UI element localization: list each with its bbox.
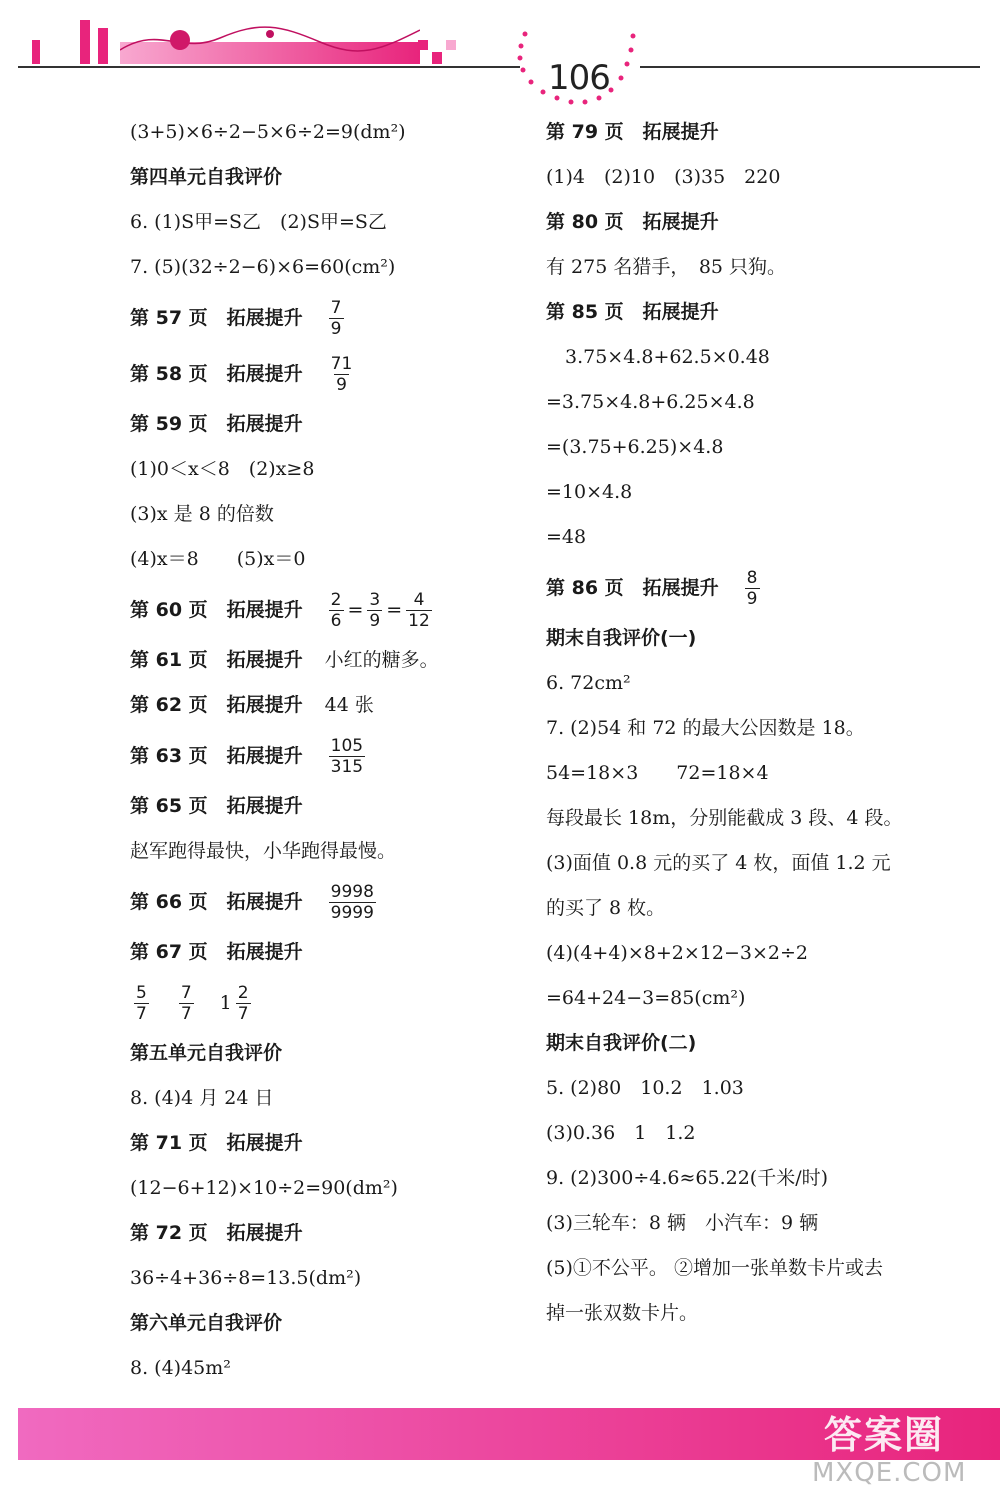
section-heading: 第四单元自我评价 — [130, 166, 283, 188]
left-column — [130, 110, 510, 1391]
answer-line: 8. (4)45m² — [130, 1357, 231, 1379]
answer-line: 有 275 名猎手， 85 只狗。 — [546, 256, 787, 278]
fraction-numerator: 8 — [746, 567, 758, 588]
header-rule-right — [640, 66, 980, 68]
fraction — [179, 983, 194, 1024]
answer-line: 每段最长 18m，分别能截成 3 段、4 段。 — [546, 807, 903, 829]
answer-line: 6. 72cm² — [546, 672, 631, 694]
answer-line: 赵军跑得最快，小华跑得最慢。 — [130, 840, 397, 862]
fraction — [329, 354, 355, 395]
heading-with-answer — [130, 683, 510, 728]
watermark-logo: 答案圈 — [824, 1413, 945, 1457]
fraction-denominator: 315 — [330, 756, 364, 777]
section-heading: 第 79 页 拓展提升 — [546, 121, 719, 143]
fraction-numerator: 105 — [330, 735, 364, 756]
fraction — [329, 736, 365, 777]
right-column — [546, 110, 966, 1336]
watermark-url: MXQE.COM — [812, 1458, 967, 1488]
answer-text: 44 张 — [324, 694, 374, 716]
section-heading: 第 57 页 拓展提升 — [130, 306, 303, 329]
fraction-numerator: 9998 — [330, 881, 374, 902]
fraction-denominator: 7 — [180, 1003, 192, 1024]
section-heading: 第 62 页 拓展提升 — [130, 694, 303, 716]
fraction — [329, 590, 344, 631]
answer-line: =48 — [546, 526, 587, 548]
answer-line: =10×4.8 — [546, 481, 633, 503]
equals-sign: = — [347, 598, 364, 621]
answer-line: 7. (2)54 和 72 的最大公因数是 18。 — [546, 717, 865, 739]
section-heading: 第 67 页 拓展提升 — [130, 941, 303, 963]
fraction-denominator: 7 — [237, 1003, 249, 1024]
fraction-denominator: 7 — [136, 1003, 147, 1024]
answer-line: (1)4 (2)10 (3)35 220 — [546, 166, 781, 188]
answer-line: 8. (4)4 月 24 日 — [130, 1087, 274, 1109]
answer-line: (12−6+12)×10÷2=90(dm²) — [130, 1177, 398, 1199]
fraction-denominator: 9 — [369, 610, 381, 631]
answer-line: (3)0.36 1 1.2 — [546, 1122, 696, 1144]
answer-line: (3)面值 0.8 元的买了 4 枚，面值 1.2 元 — [546, 852, 891, 874]
section-heading: 第 61 页 拓展提升 — [130, 649, 303, 671]
heading-with-fraction — [130, 874, 510, 930]
answer-line: (1)0＜x＜8 (2)x≥8 — [130, 458, 315, 480]
answer-line: 的买了 8 枚。 — [546, 897, 666, 919]
page-number: 106 — [548, 58, 610, 98]
section-heading: 第 60 页 拓展提升 — [130, 598, 303, 621]
answer-line: =3.75×4.8+6.25×4.8 — [546, 391, 755, 413]
whole-number: 1 — [219, 991, 232, 1014]
answer-line: 3.75×4.8+62.5×0.48 — [546, 346, 770, 368]
vine-decoration-icon — [120, 20, 420, 60]
section-heading: 第 65 页 拓展提升 — [130, 795, 303, 817]
section-heading: 第 59 页 拓展提升 — [130, 413, 303, 435]
header-bar-1 — [32, 40, 40, 64]
section-heading: 第 85 页 拓展提升 — [546, 301, 719, 323]
fraction — [406, 590, 432, 631]
fraction-numerator: 7 — [330, 297, 342, 318]
section-heading: 第 71 页 拓展提升 — [130, 1132, 303, 1154]
fraction-denominator: 9 — [336, 374, 347, 395]
answer-line: 36÷4+36÷8=13.5(dm²) — [130, 1267, 362, 1289]
answer-line: (4)x＝8 (5)x＝0 — [130, 548, 306, 570]
fraction-numerator: 4 — [413, 589, 425, 610]
fraction — [367, 590, 382, 631]
answer-line: 6. (1)S甲=S乙 (2)S甲=S乙 — [130, 211, 387, 233]
fraction-denominator: 9 — [330, 318, 342, 339]
heading-with-answer — [130, 638, 510, 683]
fraction-row — [130, 975, 510, 1031]
heading-with-fraction — [130, 728, 510, 784]
header-bar-3 — [98, 28, 108, 64]
section-heading: 第 63 页 拓展提升 — [130, 744, 303, 767]
answer-line: 掉一张双数卡片。 — [546, 1302, 699, 1324]
fraction-denominator: 9999 — [330, 902, 374, 923]
fraction-numerator: 2 — [330, 589, 342, 610]
answer-line: (3)三轮车：8 辆 小汽车：9 辆 — [546, 1212, 819, 1234]
answer-line: 9. (2)300÷4.6≈65.22(千米/时) — [546, 1167, 829, 1189]
section-heading: 第 80 页 拓展提升 — [546, 211, 719, 233]
answer-line: 54=18×3 72=18×4 — [546, 762, 769, 784]
equals-sign: = — [386, 598, 403, 621]
header-bar-2 — [80, 20, 90, 64]
answer-line: (3+5)×6÷2−5×6÷2=9(dm²) — [130, 121, 406, 143]
fraction — [745, 568, 760, 609]
heading-with-fraction — [546, 560, 966, 616]
heading-with-fraction — [130, 346, 510, 402]
section-heading: 第 86 页 拓展提升 — [546, 576, 719, 599]
answer-line: (5)①不公平。 ②增加一张单数卡片或去 — [546, 1257, 883, 1279]
section-heading: 第五单元自我评价 — [130, 1042, 283, 1064]
answer-line: =64+24−3=85(cm²) — [546, 987, 746, 1009]
fraction — [329, 882, 376, 923]
fraction — [134, 983, 149, 1024]
section-heading: 第 72 页 拓展提升 — [130, 1222, 303, 1244]
answer-line: (3)x 是 8 的倍数 — [130, 503, 274, 525]
fraction-denominator: 12 — [408, 610, 430, 631]
answer-line: (4)(4+4)×8+2×12−3×2÷2 — [546, 942, 808, 964]
fraction-denominator: 9 — [746, 588, 758, 609]
header-rule-left — [18, 66, 520, 68]
answer-line: 5. (2)80 10.2 1.03 — [546, 1077, 744, 1099]
fraction — [329, 298, 344, 339]
answer-line: 7. (5)(32÷2−6)×6=60(cm²) — [130, 256, 396, 278]
header-square-2 — [432, 52, 442, 64]
header-square-3 — [446, 40, 456, 50]
section-heading: 第 58 页 拓展提升 — [130, 362, 303, 385]
heading-with-fraction — [130, 290, 510, 346]
fraction-numerator: 2 — [237, 982, 249, 1003]
fraction-denominator: 6 — [330, 610, 342, 631]
section-heading: 期末自我评价(一) — [546, 627, 697, 649]
section-heading: 第六单元自我评价 — [130, 1312, 283, 1334]
section-heading: 第 66 页 拓展提升 — [130, 890, 303, 913]
fraction-numerator: 5 — [136, 982, 147, 1003]
answer-text: 小红的糖多。 — [324, 649, 439, 671]
fraction-numerator: 71 — [330, 353, 353, 374]
fraction — [236, 983, 251, 1024]
heading-with-fractions — [130, 582, 510, 638]
section-heading: 期末自我评价(二) — [546, 1032, 697, 1054]
fraction-numerator: 3 — [369, 589, 381, 610]
answer-line: =(3.75+6.25)×4.8 — [546, 436, 724, 458]
fraction-numerator: 7 — [180, 982, 192, 1003]
